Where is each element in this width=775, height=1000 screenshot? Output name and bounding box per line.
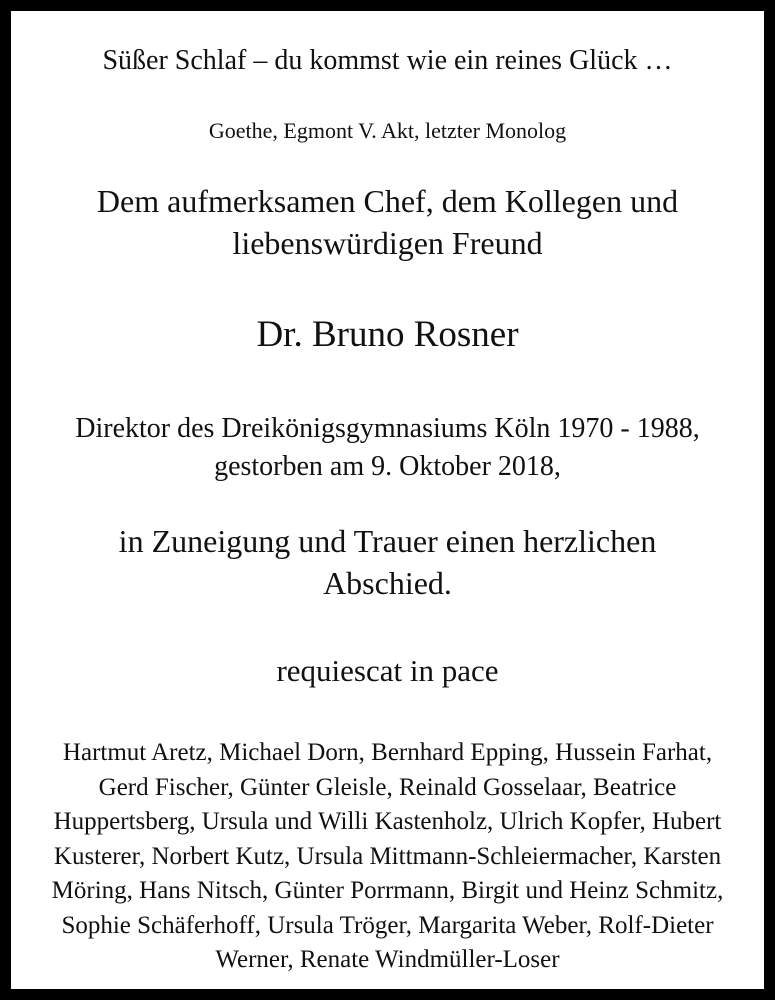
farewell-message [11, 520, 764, 604]
signatory-line: Sophie Schäferhoff, Ursula Tröger, Margarita Weber, Rolf-Dieter [61, 911, 714, 939]
deceased-description [11, 410, 764, 486]
deceased-name: Dr. Bruno Rosner [256, 314, 519, 355]
signatory-line: Werner, Renate Windmüller-Loser [215, 946, 560, 973]
signatories [11, 736, 764, 978]
signatory-line: Hartmut Aretz, Michael Dorn, Bernhard Epping, Hussein Farhat, [62, 739, 713, 766]
farewell-line: Abschied. [323, 565, 452, 601]
requiescat-in-pace: requiescat in pace [276, 653, 499, 688]
signatory-line: Kusterer, Norbert Kutz, Ursula Mittmann-Schleiermacher, Karsten [53, 842, 722, 870]
dedication [11, 180, 764, 264]
signatory-line: Gerd Fischer, Günter Gleisle, Reinald Gosselaar, Beatrice [98, 773, 677, 801]
signatory-line: Möring, Hans Nitsch, Günter Porrmann, Birgit und Heinz Schmitz, [51, 877, 724, 904]
quote-source: Goethe, Egmont V. Akt, letzter Monolog [208, 118, 567, 143]
dedication-line: liebenswürdigen Freund [232, 225, 543, 261]
farewell-line: in Zuneigung und Trauer einen herzlichen [118, 523, 657, 559]
signatory-line: Huppertsberg, Ursula und Willi Kastenholz, Ulrich Kopfer, Hubert [53, 808, 722, 835]
description-line: Direktor des Dreikönigsgymnasiums Köln 1970 - 1988, [75, 413, 700, 444]
goethe-quote: Süßer Schlaf – du kommst wie ein reines Glück … [102, 45, 673, 76]
description-line: gestorben am 9. Oktober 2018, [214, 451, 561, 482]
dedication-line: Dem aufmerksamen Chef, dem Kollegen und [96, 183, 679, 219]
